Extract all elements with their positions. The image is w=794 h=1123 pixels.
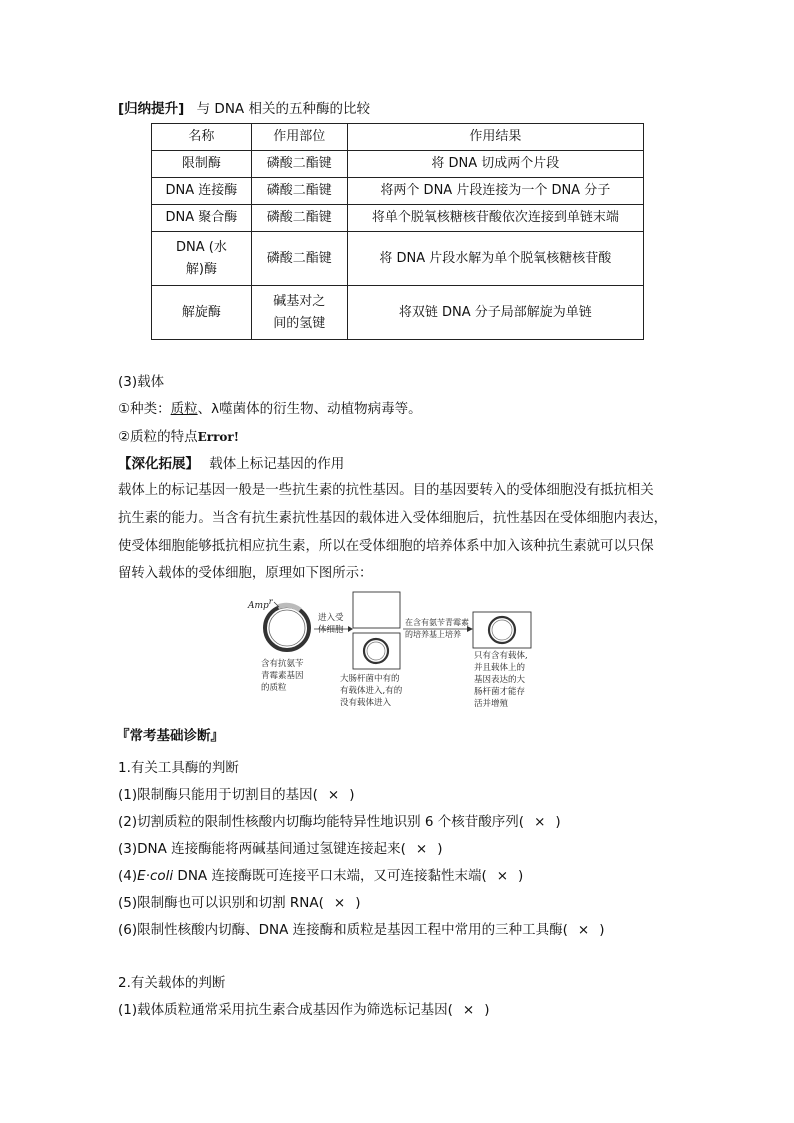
cell-site-line2: 间的氢键: [273, 315, 326, 331]
table-row: [152, 205, 644, 232]
arrow1-label: [318, 612, 344, 636]
table-row: [152, 151, 644, 178]
table-header-row: [152, 124, 644, 151]
judgment-close: ): [437, 841, 443, 857]
judgment-item: [118, 810, 561, 830]
header-result: 作用结果: [347, 124, 643, 151]
judgment-item: [118, 998, 489, 1018]
result-caption-line: 活并增殖: [474, 699, 509, 709]
cell-site: [251, 286, 347, 340]
plasmid-caption-line: 青霉素基因: [261, 671, 304, 681]
cell-result: 将单个脱氧核糖核苷酸依次连接到单链末端: [347, 205, 643, 232]
cell-site-line1: 碱基对之: [273, 293, 326, 309]
summary-heading: [118, 97, 370, 117]
judgment-mark: ×: [415, 841, 428, 857]
judgment-mark: ×: [534, 814, 546, 830]
judgment-text: (5)限制酶也可以识别和切割 RNA(: [118, 895, 324, 911]
judgment-close: ): [599, 922, 605, 938]
judgment-prefix: (4): [118, 868, 138, 884]
cells-caption-line: 大肠杆菌中有的: [340, 674, 400, 684]
cells-caption-line: 有载体进入,有的: [340, 686, 403, 696]
summary-title: 与 DNA 相关的五种酶的比较: [196, 101, 370, 117]
table-row: [152, 178, 644, 205]
extension-heading: [118, 452, 344, 472]
result-caption-line: 肠杆菌才能存: [474, 687, 526, 697]
header-name: 名称: [152, 124, 252, 151]
result-caption-line: 基因表达的大: [474, 675, 526, 685]
vector-features: [118, 425, 239, 445]
extension-paragraph-line: 载体上的标记基因一般是一些抗生素的抗性基因。目的基因要转入的受体细胞没有抵抗相关: [118, 483, 654, 498]
gene-label-text: Amp: [248, 601, 269, 611]
arrow2-label-line: 在含有氨苄青霉素: [405, 618, 469, 627]
extension-title: 载体上标记基因的作用: [209, 456, 345, 472]
vector-kinds-rest: 、λ噬菌体的衍生物、动植物病毒等。: [197, 401, 422, 417]
vector-features-error: Error!: [197, 430, 239, 444]
judgment-item: [118, 837, 443, 857]
summary-tag: [归纳提升]: [118, 101, 185, 117]
cell-name: 解旋酶: [152, 286, 252, 340]
judgment-item: [118, 783, 354, 803]
cell-result: 将 DNA 片段水解为单个脱氧核糖核苷酸: [347, 232, 643, 286]
group2-title: 2.有关载体的判断: [118, 975, 226, 991]
cell-site: 磷酸二酯键: [251, 151, 347, 178]
result-caption-line: 只有含有载体,: [474, 651, 528, 661]
judgment-close: ): [484, 1002, 490, 1018]
cells-caption: [340, 673, 402, 709]
judgment-italic: E·coli: [137, 868, 174, 884]
judgment-mark: ×: [496, 868, 509, 884]
vector-kinds-prefix: ①种类：: [118, 401, 171, 417]
judgment-text: (6)限制性核酸内切酶、DNA 连接酶和质粒是基因工程中常用的三种工具酶(: [118, 922, 568, 938]
extension-paragraph-line: 留转入载体的受体细胞，原理如下图所示：: [118, 566, 373, 581]
judgment-item: [118, 891, 361, 911]
arrow2-label-line: 的培养基上培养: [405, 630, 461, 639]
judgment-text: DNA 连接酶既可连接平口末端，又可连接黏性末端(: [173, 868, 487, 884]
arrow2-label: [405, 617, 469, 641]
judgment-item: [118, 864, 523, 884]
enzyme-comparison-table: [151, 123, 644, 340]
cell-name-line2: 解)酶: [185, 261, 217, 277]
cells-caption-line: 没有载体进入: [340, 698, 392, 708]
group1-title: 1.有关工具酶的判断: [118, 760, 239, 776]
result-caption-line: 并且载体上的: [474, 663, 526, 673]
cell-result: 将双链 DNA 分子局部解旋为单链: [347, 286, 643, 340]
judgment-text: (2)切割质粒的限制性核酸内切酶均能特异性地识别 6 个核苷酸序列(: [118, 814, 525, 830]
plasmid-icon: [265, 605, 309, 650]
arrow1-head: [348, 626, 353, 632]
cell-name-line1: DNA (水: [175, 239, 227, 255]
cell-without-vector-icon: [353, 592, 400, 628]
gene-label-sup: r: [268, 597, 273, 606]
table-row: [152, 286, 644, 340]
plasmid-caption: [261, 658, 304, 694]
vector-kinds: [118, 397, 422, 417]
cell-name: DNA 聚合酶: [152, 205, 252, 232]
judgment-close: ): [349, 787, 355, 803]
cell-result: 将 DNA 切成两个片段: [347, 151, 643, 178]
cell-name: [152, 232, 252, 286]
cell-name: 限制酶: [152, 151, 252, 178]
judgment-text: (3)DNA 连接酶能将两碱基间通过氢键连接起来(: [118, 841, 406, 857]
judgment-close: ): [355, 895, 361, 911]
vector-features-prefix: ②质粒的特点: [118, 429, 198, 445]
table-row: [152, 232, 644, 286]
judgment-close: ): [518, 868, 524, 884]
marker-gene-diagram: [240, 590, 550, 715]
judgment-mark: ×: [577, 922, 590, 938]
judgment-close: ): [555, 814, 561, 830]
extension-paragraph-line: 抗生素的能力。当含有抗生素抗性基因的载体进入受体细胞后，抗性基因在受体细胞内表达，: [118, 511, 668, 526]
vector-heading: (3)载体: [118, 374, 165, 390]
plasmid-caption-line: 的质粒: [261, 683, 287, 693]
cell-site: 磷酸二酯键: [251, 178, 347, 205]
diagnosis-heading: 『常考基础诊断』: [116, 728, 224, 744]
plasmid-caption-line: 含有抗氨苄: [261, 659, 304, 669]
judgment-text: (1)限制酶只能用于切割目的基因(: [118, 787, 318, 803]
extension-tag: 【深化拓展】: [118, 456, 199, 472]
result-caption: [474, 650, 528, 710]
header-site: 作用部位: [251, 124, 347, 151]
cell-site: 磷酸二酯键: [251, 205, 347, 232]
judgment-item: [118, 918, 605, 938]
judgment-mark: ×: [462, 1002, 475, 1018]
arrow1-label-line: 进入受: [318, 613, 344, 623]
judgment-mark: ×: [333, 895, 346, 911]
cell-name: DNA 连接酶: [152, 178, 252, 205]
vector-kinds-plasmid: 质粒: [170, 401, 198, 417]
cell-site: 磷酸二酯键: [251, 232, 347, 286]
gene-label: [248, 596, 273, 612]
extension-paragraph-line: 使受体细胞能够抵抗相应抗生素，所以在受体细胞的培养体系中加入该种抗生素就可以只保: [118, 539, 654, 554]
cell-result: 将两个 DNA 片段连接为一个 DNA 分子: [347, 178, 643, 205]
judgment-mark: ×: [327, 787, 340, 803]
judgment-text: (1)载体质粒通常采用抗生素合成基因作为筛选标记基因(: [118, 1002, 453, 1018]
arrow1-label-line: 体细胞: [318, 625, 344, 635]
